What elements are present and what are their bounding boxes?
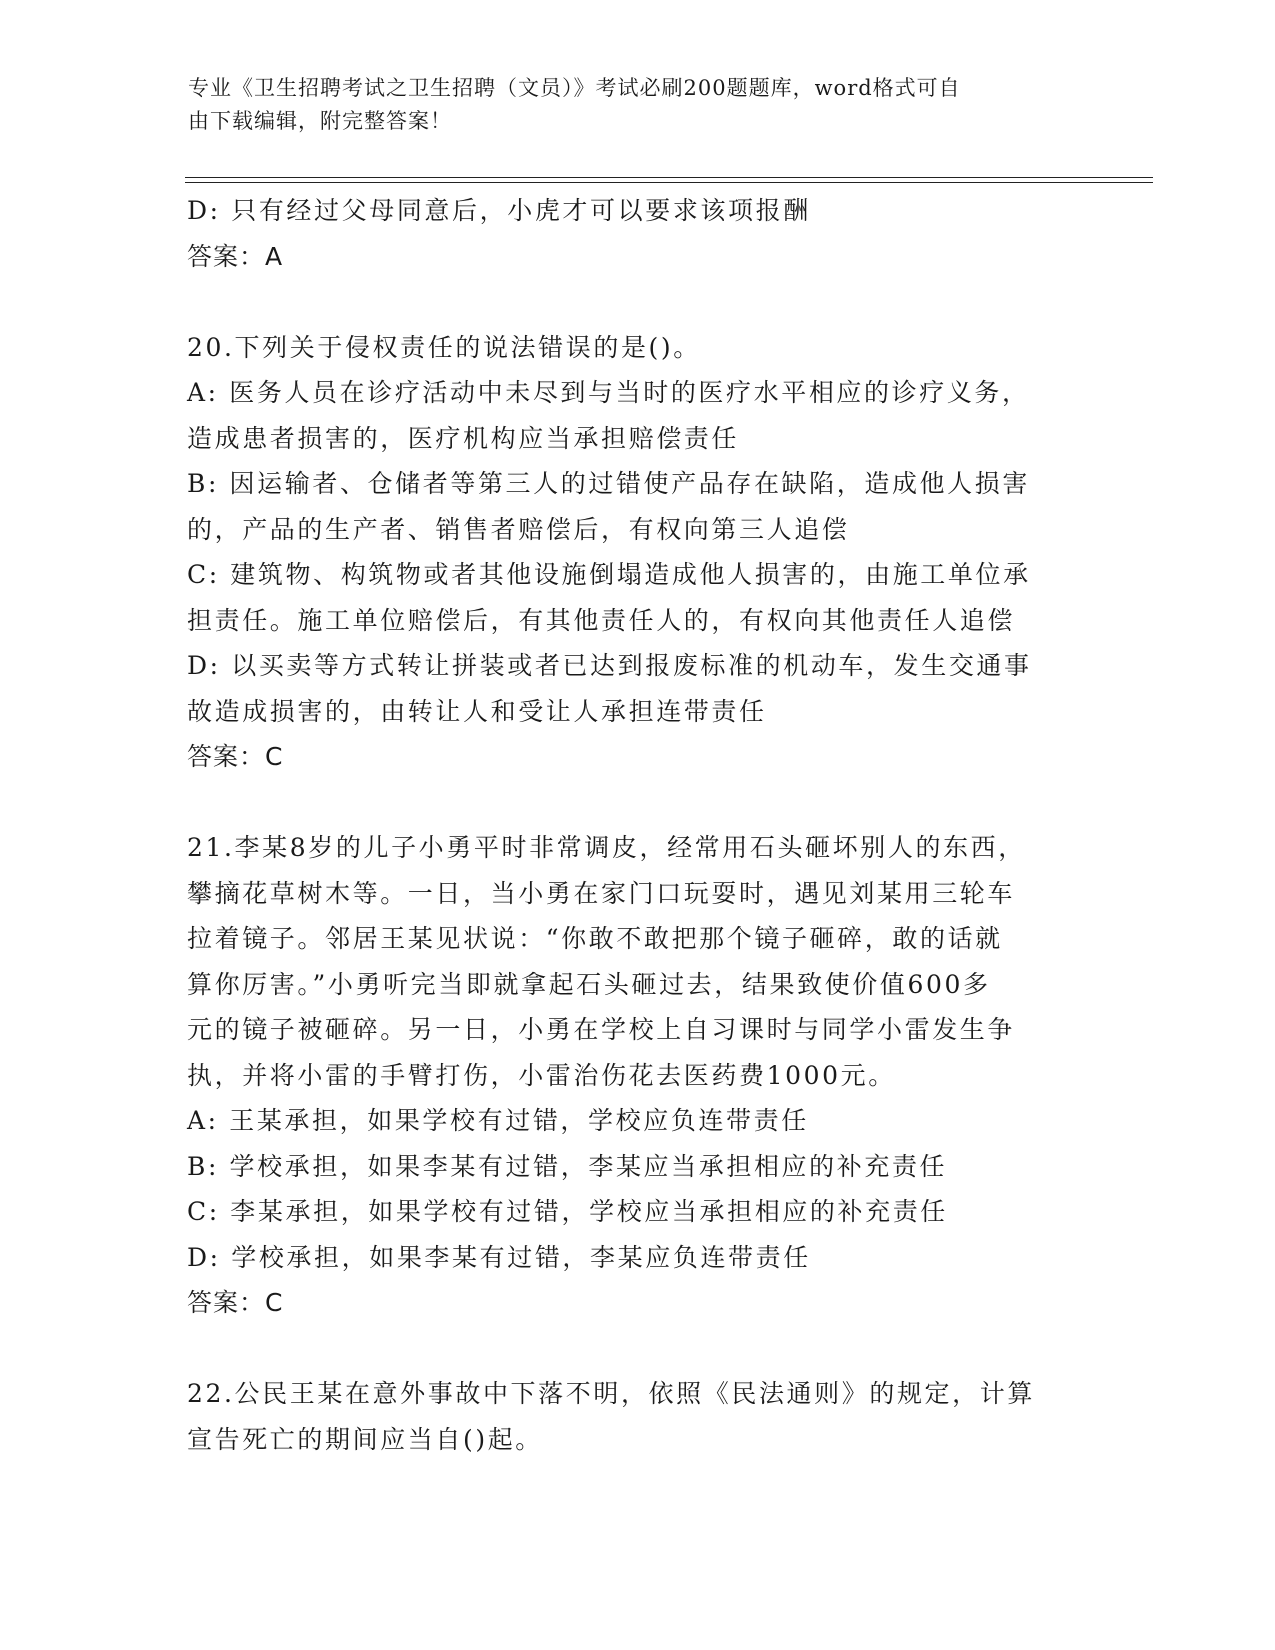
option-c: C: 李某承担，如果学校有过错，学校应当承担相应的补充责任 (187, 1197, 948, 1226)
answer: 答案：C (187, 1288, 284, 1317)
spacer (187, 1326, 1087, 1372)
option-d-line-2: 故造成损害的，由转让人和受让人承担连带责任 (187, 696, 767, 726)
question-20 (187, 325, 1087, 780)
option-b-line-2: 的，产品的生产者、销售者赔偿后，有权向第三人追偿 (187, 514, 850, 544)
option-c-line-1: C: 建筑物、构筑物或者其他设施倒塌造成他人损害的，由施工单位承 (187, 560, 1031, 589)
spacer (187, 780, 1087, 826)
header-line-2: 由下载编辑，附完整答案！ (188, 109, 452, 133)
option-c-line-2: 担责任。施工单位赔偿后，有其他责任人的，有权向其他责任人追偿 (187, 605, 1016, 635)
option-d: D: 学校承担，如果李某有过错，李某应负连带责任 (187, 1242, 811, 1272)
question-stem-line-1: 21.李某8岁的儿子小勇平时非常调皮，经常用石头砸坏别人的东西， (187, 833, 1026, 862)
previous-question-tail (187, 188, 1087, 279)
option-b-line-1: B: 因运输者、仓储者等第三人的过错使产品存在缺陷，造成他人损害 (187, 469, 1030, 498)
option-d: D: 只有经过父母同意后，小虎才可以要求该项报酬 (187, 196, 811, 225)
header-line-1: 专业《卫生招聘考试之卫生招聘（文员）》考试必刷200题题库，word格式可自 (188, 76, 961, 100)
option-a-line-1: A: 医务人员在诊疗活动中未尽到与当时的医疗水平相应的诊疗义务， (187, 378, 1030, 407)
question-stem-line-1: 22.公民王某在意外事故中下落不明，依照《民法通则》的规定，计算 (187, 1379, 1035, 1408)
option-a-line-2: 造成患者损害的，医疗机构应当承担赔偿责任 (187, 423, 740, 453)
question-stem-line-6: 执，并将小雷的手臂打伤，小雷治伤花去医药费1000元。 (187, 1060, 896, 1090)
page-header (188, 72, 1088, 138)
answer: 答案：A (187, 241, 284, 271)
question-stem-line-2: 攀摘花草树木等。一日，当小勇在家门口玩耍时，遇见刘某用三轮车 (187, 878, 1016, 908)
header-rule-bottom (185, 182, 1153, 183)
question-22 (187, 1371, 1087, 1462)
option-a: A: 王某承担，如果学校有过错，学校应负连带责任 (187, 1106, 809, 1135)
question-stem: 20.下列关于侵权责任的说法错误的是()。 (187, 332, 701, 362)
header-rule-top (185, 177, 1153, 178)
question-stem-line-4: 算你厉害。”小勇听完当即就拿起石头砸过去，结果致使价值600多 (187, 969, 991, 999)
option-b: B: 学校承担，如果李某有过错，李某应当承担相应的补充责任 (187, 1151, 948, 1181)
spacer (187, 279, 1087, 325)
question-21 (187, 825, 1087, 1326)
answer: 答案：C (187, 742, 284, 771)
question-stem-line-2: 宣告死亡的期间应当自()起。 (187, 1424, 543, 1454)
question-stem-line-5: 元的镜子被砸碎。另一日，小勇在学校上自习课时与同学小雷发生争 (187, 1015, 1016, 1044)
document-body (187, 188, 1087, 1462)
option-d-line-1: D: 以买卖等方式转让拼装或者已达到报废标准的机动车，发生交通事 (187, 651, 1032, 680)
question-stem-line-3: 拉着镜子。邻居王某见状说：“你敢不敢把那个镜子砸碎，敢的话就 (187, 924, 1003, 953)
